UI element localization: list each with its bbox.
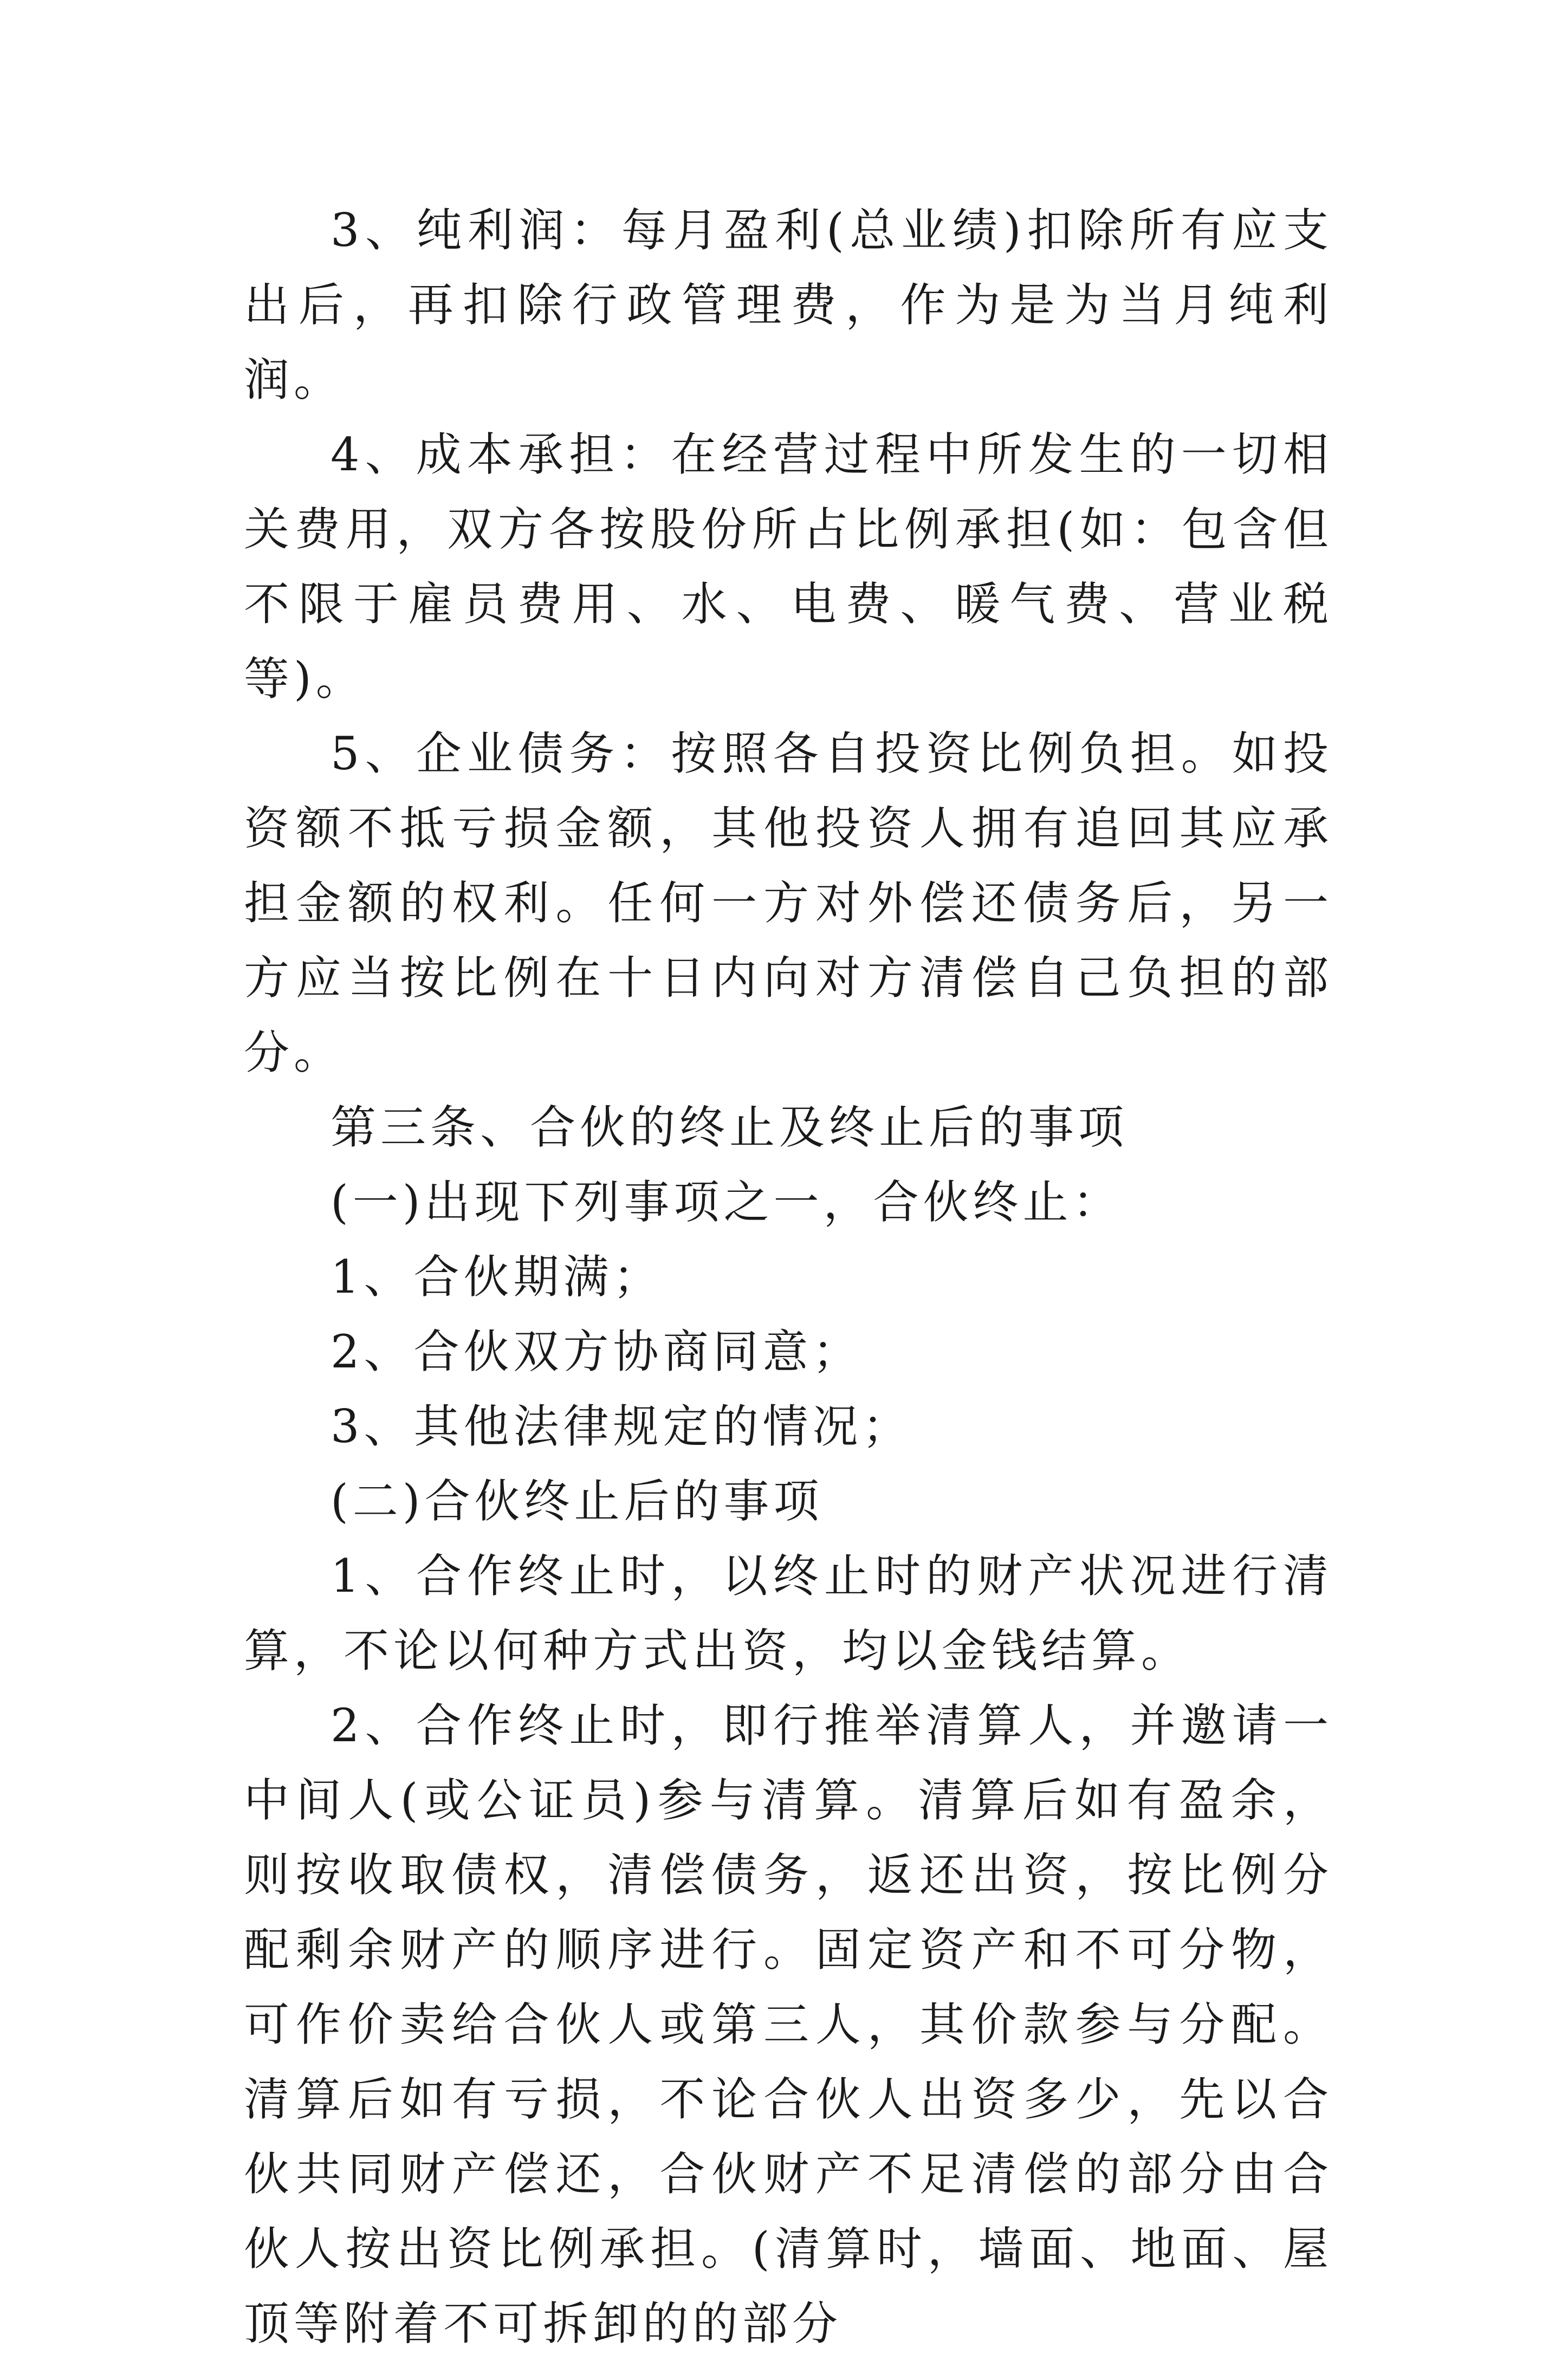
section-heading-article-three: 第三条、合伙的终止及终止后的事项 xyxy=(331,1101,1129,1154)
paragraph-settlement-method: 1、合作终止时，以终止时的财产状况进行清算，不论以何种方式出资，均以金钱结算。 xyxy=(244,1549,1333,1677)
paragraph-cost-bearing: 4、成本承担：在经营过程中所发生的一切相关费用，双方各按股份所占比例承担(如：包含但不限于雇员费用、水、电费、暖气费、营业税等)。 xyxy=(244,428,1333,705)
list-item-other-legal: 3、其他法律规定的情况； xyxy=(331,1400,912,1453)
paragraph-liquidation-procedure: 2、合作终止时，即行推举清算人，并邀请一中间人(或公证员)参与清算。清算后如有盈余，则按收取债权，清偿债务，返还出资，按比例分配剩余财产的顺序进行。固定资产和不可分物，可作价卖给合伙人或第三人，其价款参与分配。清算后如有亏损，不论合伙人出资多少，先以合伙共同财产偿还，合伙财产不足清偿的部分由合伙人按出资比例承担。(清算时，墙面、地面、屋顶等附着不可拆卸的的部分 xyxy=(244,1699,1333,2350)
list-item-mutual-agreement: 2、合伙双方协商同意； xyxy=(331,1325,863,1378)
paragraph-enterprise-debt: 5、企业债务：按照各自投资比例负担。如投资额不抵亏损金额，其他投资人拥有追回其应承担金额的权利。任何一方对外偿还债务后，另一方应当按比例在十日内向对方清偿自己负担的部分。 xyxy=(244,727,1333,1079)
paragraph-net-profit: 3、纯利润：每月盈利(总业绩)扣除所有应支出后，再扣除行政管理费，作为是为当月纯利润。 xyxy=(244,204,1333,406)
document-body xyxy=(244,193,1333,2361)
subsection-heading-post-termination: (二)合伙终止后的事项 xyxy=(331,1475,824,1528)
list-item-term-expired: 1、合伙期满； xyxy=(331,1250,663,1303)
subsection-heading-termination-conditions: (一)出现下列事项之一，合伙终止： xyxy=(331,1176,1123,1229)
